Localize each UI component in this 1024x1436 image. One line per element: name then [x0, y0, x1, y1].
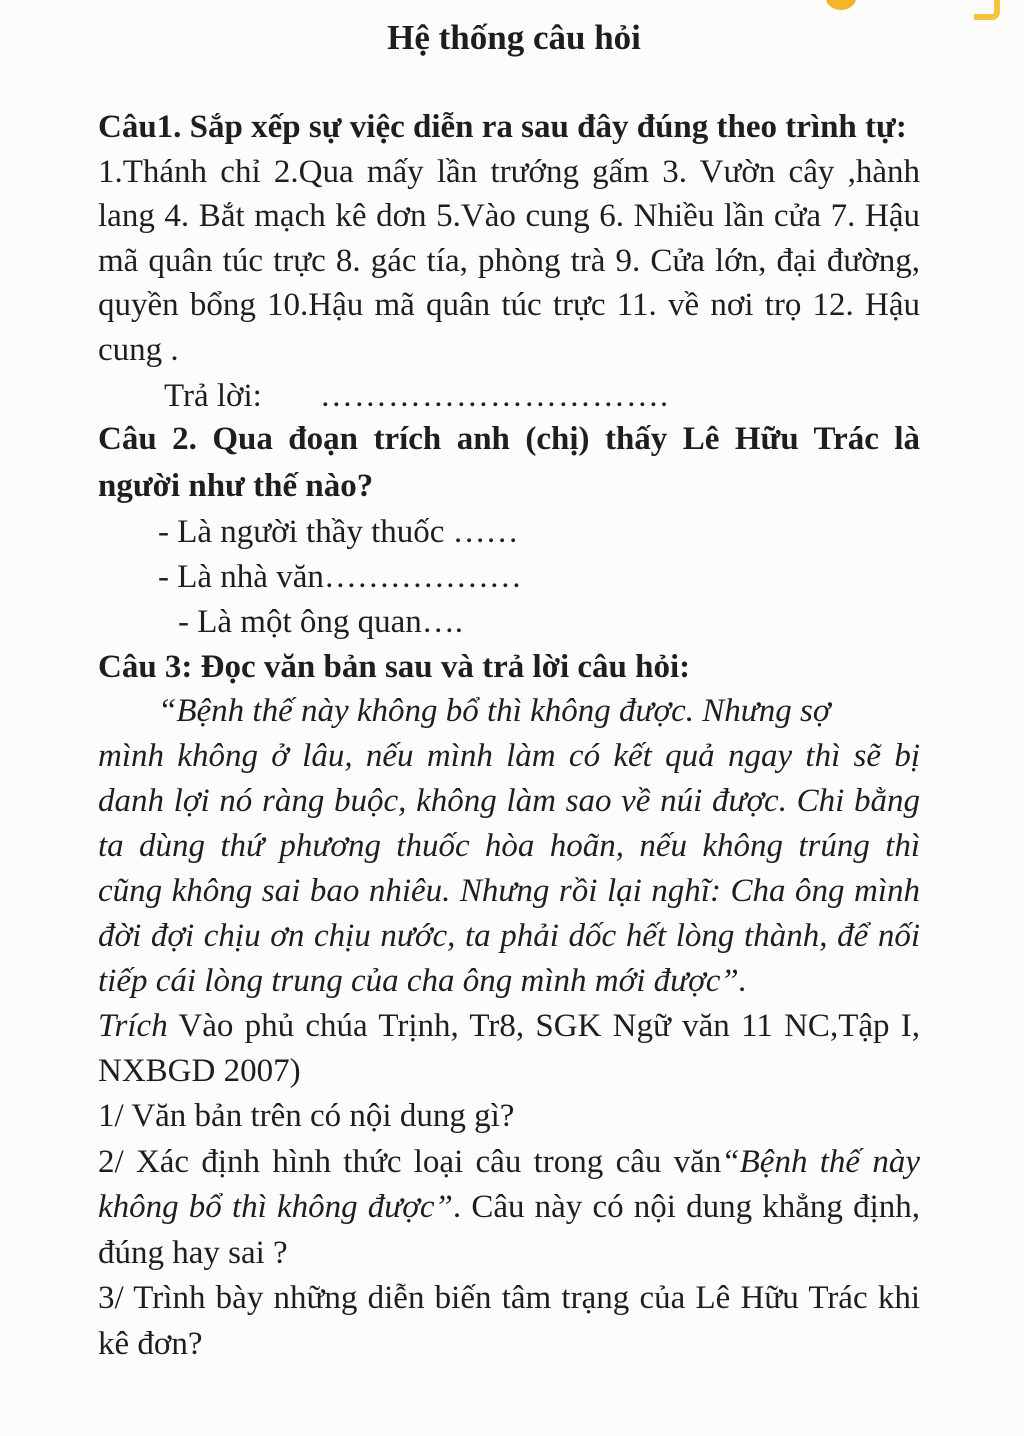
source-label: Trích	[98, 1008, 168, 1044]
question-2-item-writer: - Là nhà văn………………	[158, 559, 522, 595]
decorative-yellow-mark	[974, 0, 1000, 20]
answer-blank: ………………………….	[319, 378, 670, 414]
sub-question-2	[98, 1140, 920, 1277]
document-page	[98, 12, 920, 1367]
quote-first-line: “Bệnh thế này không bổ thì không được. Nhưng sợ	[158, 693, 831, 729]
page-title: Hệ thống câu hỏi	[387, 18, 641, 57]
question-3-quote	[98, 689, 920, 1004]
question-1-heading: Câu1. Sắp xếp sự việc diễn ra sau đây đúng theo trình tự:	[98, 109, 907, 145]
quote-source	[98, 1004, 920, 1094]
question-2-item-doctor: - Là người thầy thuốc ……	[158, 514, 519, 550]
question-2-item-official: - Là một ông quan….	[178, 604, 464, 640]
quote-body: mình không ở lâu, nếu mình làm có kết quả ngay thì sẽ bị danh lợi nó ràng buộc, không làm sao về núi được. Chi bằng ta dùng thứ phương thuốc hòa hoãn, nếu không trúng thì cũng không sai bao nhiêu. Nhưng rồi lại nghĩ: Cha ông mình đời đợi chịu ơn chịu nước, ta phải dốc hết lòng thành, để nối tiếp cái lòng trung của cha ông mình mới được”.	[98, 738, 920, 999]
sub-question-1: 1/ Văn bản trên có nội dung gì?	[98, 1098, 515, 1134]
question-2-heading: Câu 2. Qua đoạn trích anh (chị) thấy Lê Hữu Trác là người như thế nào?	[98, 421, 920, 504]
sub-question-3: 3/ Trình bày những diễn biến tâm trạng của Lê Hữu Trác khi kê đơn?	[98, 1280, 920, 1362]
sub-question-2-rest: . Câu này có nội dung khẳng định, đúng hay sai ?	[98, 1189, 920, 1271]
question-1-items: 1.Thánh chỉ 2.Qua mấy lần trướng gấm 3. Vườn cây ,hành lang 4. Bắt mạch kê dơn 5.Vào cung 6. Nhiều lần cửa 7. Hậu mã quân túc trực 8. gác tía, phòng trà 9. Cửa lớn, đại đường, quyền bổng 10.Hậu mã quân túc trực 11. về nơi trọ 12. Hậu cung .	[98, 153, 920, 368]
sub-question-2-text: 2/ Xác định hình thức loại câu trong câu văn	[98, 1143, 722, 1180]
sub-question-2-quote: “Bệnh thế này không bổ thì không được”	[98, 1143, 920, 1225]
question-3-heading: Câu 3: Đọc văn bản sau và trả lời câu hỏi:	[98, 649, 691, 685]
source-text: Vào phủ chúa Trịnh, Tr8, SGK Ngữ văn 11 NC,Tập I, NXBGD 2007)	[98, 1008, 920, 1089]
decorative-yellow-dot	[826, 0, 856, 10]
question-1-answer	[164, 372, 920, 420]
answer-label: Trả lời:	[164, 378, 262, 414]
